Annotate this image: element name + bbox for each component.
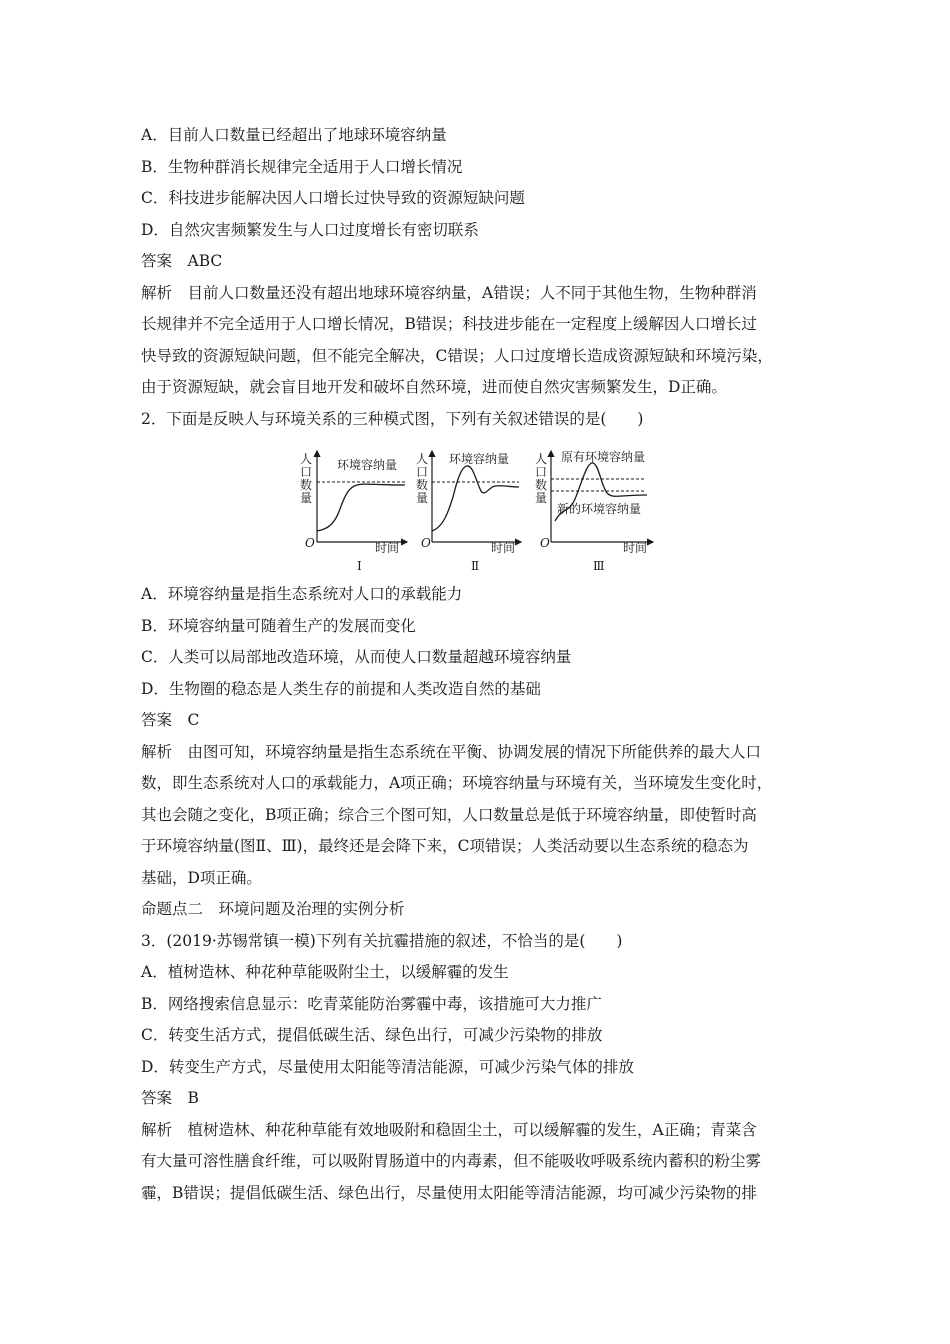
panel-1-ylabel-char: 口 (300, 465, 313, 479)
panel-1-ylabel-char: 量 (300, 491, 313, 505)
q1-analysis-line: 快导致的资源短缺问题，但不能完全解决，C错误；人口过度增长造成资源短缺和环境污染， (141, 347, 773, 365)
panel-1 (300, 451, 407, 573)
q3-option-b: B．网络搜索信息显示：吃青菜能防治雾霾中毒，该措施可大力推广 (141, 995, 602, 1013)
q3-analysis-line: 霾，B错误；提倡低碳生活、绿色出行，尽量使用太阳能等清洁能源，均可减少污染物的排 (141, 1184, 757, 1202)
q1-analysis-line: 长规律并不完全适用于人口增长情况，B错误；科技进步能在一定程度上缓解因人口增长过 (141, 315, 757, 333)
panel-2 (416, 451, 521, 573)
q1-option-d: D．自然灾害频繁发生与人口过度增长有密切联系 (141, 221, 479, 239)
q3-stem: 3．(2019·苏锡常镇一模)下列有关抗霾措施的叙述，不恰当的是( ) (141, 932, 623, 950)
q1-option-b: B．生物种群消长规律完全适用于人口增长情况 (141, 158, 463, 176)
q1-analysis-line: 由于资源短缺，就会盲目地开发和破坏自然环境，进而使自然灾害频繁发生，D正确。 (141, 378, 727, 396)
q2-analysis-line: 基础，D项正确。 (141, 869, 262, 887)
panel-3-label: Ⅲ (593, 559, 605, 573)
panel-3-annotation-top: 原有环境容纳量 (561, 450, 646, 464)
panel-2-ylabel-char: 口 (416, 465, 429, 479)
panel-2-xlabel: 时间 (491, 541, 516, 555)
figure-svg (295, 447, 665, 577)
panel-2-origin: O (421, 536, 431, 550)
q2-analysis-line: 数，即生态系统对人口的承载能力，A项正确；环境容纳量与环境有关，当环境发生变化时， (141, 774, 773, 792)
panel-3-xlabel: 时间 (623, 541, 648, 555)
q2-option-b: B．环境容纳量可随着生产的发展而变化 (141, 617, 416, 635)
panel-1-xlabel: 时间 (375, 541, 400, 555)
panel-1-ylabel-char: 人 (300, 452, 313, 466)
panel-1-annotation: 环境容纳量 (337, 458, 398, 472)
panel-1-label: Ⅰ (357, 559, 362, 573)
panel-3-ylabel-char: 数 (535, 478, 548, 492)
q3-option-c: C．转变生活方式，提倡低碳生活、绿色出行，可减少污染物的排放 (141, 1026, 603, 1044)
q1-option-c: C．科技进步能解决因人口增长过快导致的资源短缺问题 (141, 189, 525, 207)
q2-analysis-line: 于环境容纳量(图Ⅱ、Ⅲ)，最终还是会降下来，C项错误；人类活动要以生态系统的稳态为 (141, 837, 749, 855)
panel-3-annotation-bottom: 新的环境容纳量 (557, 502, 642, 516)
panel-2-ylabel-char: 数 (416, 478, 429, 492)
panel-3 (535, 449, 653, 573)
panel-3-ylabel-char: 口 (535, 465, 548, 479)
q3-option-a: A．植树造林、种花种草能吸附尘土，以缓解霾的发生 (141, 963, 509, 981)
q1-analysis-line: 解析 目前人口数量还没有超出地球环境容纳量，A错误；人不同于其他生物，生物种群消 (141, 284, 757, 302)
panel-1-population-curve (317, 484, 405, 531)
panel-3-ylabel-char: 人 (535, 452, 548, 466)
panel-2-ylabel-char: 人 (416, 452, 429, 466)
panel-3-ylabel-char: 量 (535, 491, 548, 505)
panel-3-origin: O (540, 536, 550, 550)
population-environment-figure (295, 447, 665, 577)
q3-analysis-line: 有大量可溶性膳食纤维，可以吸附胃肠道中的内毒素，但不能吸收呼吸系统内蓄积的粉尘雾 (141, 1152, 762, 1170)
panel-1-ylabel-char: 数 (300, 478, 313, 492)
panel-2-ylabel-char: 量 (416, 491, 429, 505)
q2-option-d: D．生物圈的稳态是人类生存的前提和人类改造自然的基础 (141, 680, 541, 698)
q1-option-a: A．目前人口数量已经超出了地球环境容纳量 (141, 126, 447, 144)
q1-answer: 答案 ABC (141, 252, 223, 270)
q3-option-d: D．转变生产方式，尽量使用太阳能等清洁能源，可减少污染气体的排放 (141, 1058, 634, 1076)
q2-stem: 2．下面是反映人与环境关系的三种模式图，下列有关叙述错误的是( ) (141, 410, 644, 428)
panel-1-origin: O (305, 536, 315, 550)
q2-analysis-line: 解析 由图可知，环境容纳量是指生态系统在平衡、协调发展的情况下所能供养的最大人口 (141, 743, 762, 761)
panel-2-annotation: 环境容纳量 (449, 452, 510, 466)
q2-answer: 答案 C (141, 711, 200, 729)
q3-answer: 答案 B (141, 1089, 199, 1107)
q3-analysis-line: 解析 植树造林、种花种草能有效地吸附和稳固尘土，可以缓解霾的发生，A正确；青菜含 (141, 1121, 757, 1139)
q2-option-c: C．人类可以局部地改造环境，从而使人口数量超越环境容纳量 (141, 648, 572, 666)
panel-2-population-curve (432, 466, 519, 531)
panel-2-label: Ⅱ (471, 559, 480, 573)
section-heading: 命题点二 环境问题及治理的实例分析 (141, 900, 405, 918)
q2-analysis-line: 其也会随之变化，B项正确；综合三个图可知，人口数量总是低于环境容纳量，即使暂时高 (141, 806, 757, 824)
q2-option-a: A．环境容纳量是指生态系统对人口的承载能力 (141, 585, 463, 603)
